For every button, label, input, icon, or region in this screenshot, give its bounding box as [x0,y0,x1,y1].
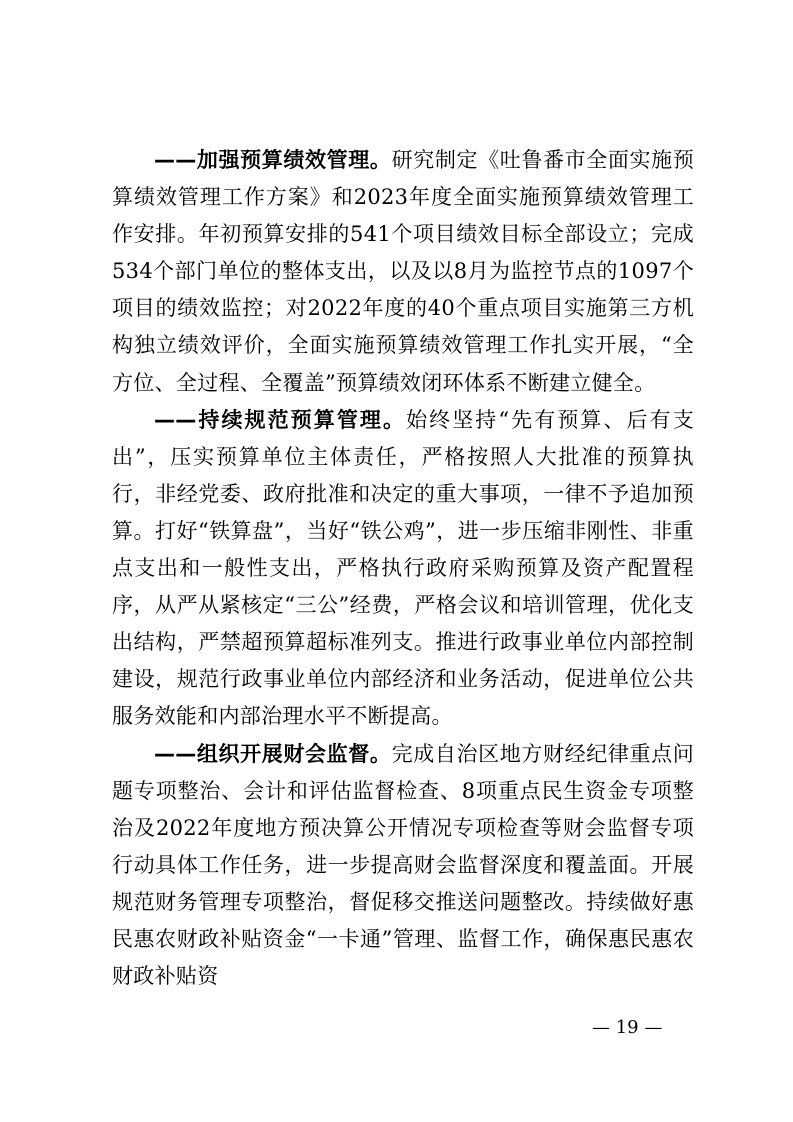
paragraph-financial-supervision [112,736,694,996]
paragraph-text: 始终坚持“先有预算、后有支出”，压实预算单位主体责任，严格按照人大批准的预算执行，非经党委、政府批准和决定的重大事项，一律不予追加预算。打好“铁算盘”，当好“铁公鸡”，进一步压缩非刚性、非重点支出和一般性支出，严格执行政府采购预算及资产配置程序，从严从紧核定“三公”经费，严格会议和培训管理，优化支出结构，严禁超预算超标准列支。推进行政事业单位内部控制建设，规范行政事业单位内部经济和业务活动，促进单位公共服务效能和内部治理水平不断提高。 [112,407,694,729]
paragraph-text: 完成自治区地方财经纪律重点问题专项整治、会计和评估监督检查、8项重点民生资金专项整治及2022年度地方预决算公开情况专项检查等财会监督专项行动具体工作任务，进一步提高财会监督深度和覆盖面。开展规范财务管理专项整治，督促移交推送问题整改。持续做好惠民惠农财政补贴资金“一卡通”管理、监督工作，确保惠民惠农财政补贴资 [112,741,694,989]
body-text [112,142,694,995]
paragraph-heading: ——持续规范预算管理。 [154,407,407,432]
page-number: — 19 — [592,1017,663,1038]
paragraph-performance-management [112,142,694,402]
paragraph-text: 研究制定《吐鲁番市全面实施预算绩效管理工作方案》和2023年度全面实施预算绩效管理工作安排。年初预算安排的541个项目绩效目标全部设立；完成534个部门单位的整体支出，以及以8月为监控节点的1097个项目的绩效监控；对2022年度的40个重点项目实施第三方机构独立绩效评价，全面实施预算绩效管理工作扎实开展，“全方位、全过程、全覆盖”预算绩效闭环体系不断建立健全。 [112,148,694,395]
paragraph-heading: ——组织开展财会监督。 [154,741,392,766]
paragraph-heading: ——加强预算绩效管理。 [154,148,392,172]
paragraph-budget-management [112,402,694,736]
